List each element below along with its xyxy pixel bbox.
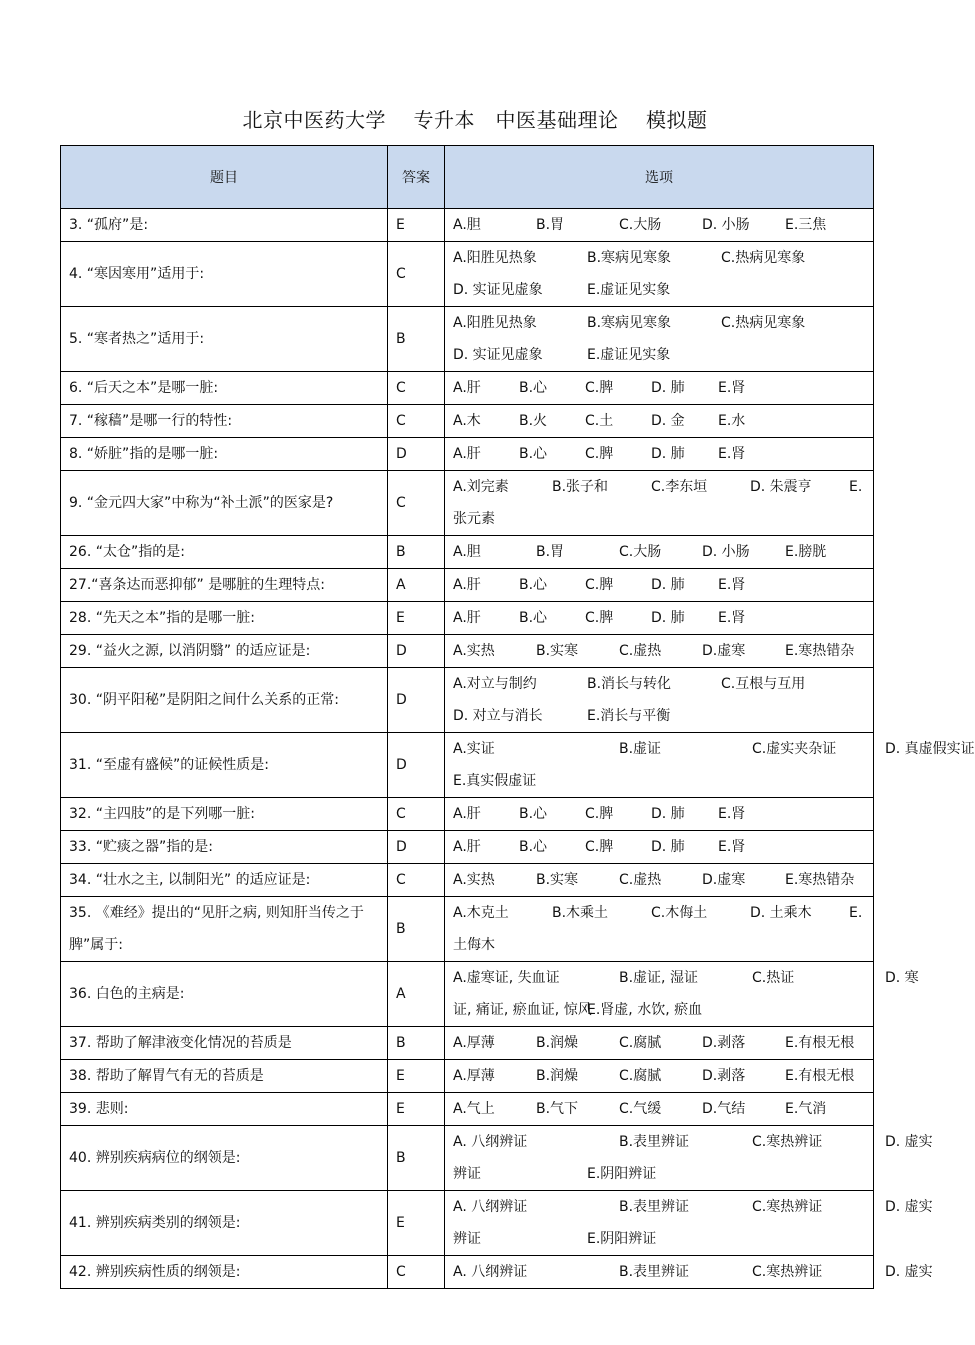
header-question: 题目 [61,146,388,209]
option-line [453,1093,865,1125]
option-line [453,635,865,667]
option-item: D. 小肠 [702,544,750,560]
option-item: B.心 [519,577,548,593]
option-item: D. 寒 [885,970,919,986]
answer-cell: A [388,569,445,602]
option-item: E.阴阳辨证 [587,1166,657,1182]
option-item: D. 肺 [651,577,685,593]
question-cell: 30. “阴平阳秘”是阴阳之间什么关系的正常: [61,668,388,733]
table-row [61,1256,874,1289]
options-cell [445,307,874,372]
option-item: C.大肠 [619,217,662,233]
option-item: E.有根无根 [785,1068,855,1084]
options-cell [445,536,874,569]
question-cell: 8. “娇脏”指的是哪一脏: [61,438,388,471]
option-item: D.气结 [702,1101,746,1117]
option-item: E.真实假虚证 [453,773,537,789]
option-item: A. 八纲辨证 [453,1199,528,1215]
question-cell: 26. “太仓”指的是: [61,536,388,569]
option-line [453,503,865,535]
option-item: B.表里辨证 [619,1199,690,1215]
option-item: B.木乘土 [552,905,609,921]
option-item: A.厚薄 [453,1035,495,1051]
question-cell: 29. “益火之源, 以消阴翳” 的适应证是: [61,635,388,668]
answer-cell: C [388,1256,445,1289]
options-cell [445,1060,874,1093]
option-item: A.阳胜见热象 [453,315,537,331]
option-line [453,831,865,863]
options-cell [445,1256,933,1289]
option-line [453,929,865,961]
options-cell [445,962,919,1027]
table-row [61,1126,874,1191]
question-cell: 38. 帮助了解胃气有无的苔质是 [61,1060,388,1093]
option-item: B.气下 [536,1101,579,1117]
options-cell [445,242,874,307]
option-item: C.大肠 [619,544,662,560]
option-item: C.气缓 [619,1101,662,1117]
table-row [61,569,874,602]
option-item: D. 肺 [651,380,685,396]
option-line [453,209,865,241]
answer-cell: C [388,798,445,831]
options-cell [445,569,874,602]
answer-cell: B [388,1126,445,1191]
option-line [453,668,865,700]
option-line [453,1223,865,1255]
option-item: A.肝 [453,839,481,855]
option-item: A.肝 [453,380,481,396]
answer-cell: C [388,372,445,405]
answer-cell: D [388,733,445,798]
question-cell: 33. “贮痰之器”指的是: [61,831,388,864]
options-cell [445,209,874,242]
option-item: A.实热 [453,872,495,888]
answer-cell: C [388,864,445,897]
table-row [61,471,874,536]
option-item: 辨证 [453,1166,481,1182]
option-item: E.膀胱 [785,544,827,560]
option-line [453,438,865,470]
option-item: C.脾 [585,806,614,822]
option-item: C.寒热辨证 [752,1264,823,1280]
option-line [453,1191,933,1223]
option-item: D.剥落 [702,1035,746,1051]
table-header-row [61,146,874,209]
table-row [61,864,874,897]
option-item: C.热证 [752,970,795,986]
option-item: E.肾 [718,446,746,462]
option-line [453,242,865,274]
option-item: C.寒热辨证 [752,1199,823,1215]
question-cell: 40. 辨别疾病病位的纲领是: [61,1126,388,1191]
option-item: B.实寒 [536,643,579,659]
option-item: A.刘完素 [453,479,509,495]
table-row [61,798,874,831]
table-row [61,635,874,668]
option-item: E.气消 [785,1101,827,1117]
option-line [453,1256,933,1288]
option-item: B.心 [519,806,548,822]
option-item: C.脾 [585,446,614,462]
option-item: C.脾 [585,839,614,855]
table-row [61,242,874,307]
option-item: A.阳胜见热象 [453,250,537,266]
option-item: B.心 [519,839,548,855]
answer-cell: E [388,1093,445,1126]
option-item: E.虚证见实象 [587,347,671,363]
question-cell: 39. 悲则: [61,1093,388,1126]
option-item: E.阴阳辨证 [587,1231,657,1247]
option-item: E.虚证见实象 [587,282,671,298]
option-item: E.消长与平衡 [587,708,671,724]
options-cell [445,438,874,471]
option-item: D.虚寒 [702,872,746,888]
option-item: B.胃 [536,217,565,233]
option-line [453,536,865,568]
option-item: B.心 [519,446,548,462]
option-item: C.脾 [585,577,614,593]
answer-cell: B [388,897,445,962]
option-line [453,700,865,732]
option-item: E.水 [718,413,746,429]
options-cell [445,668,874,733]
option-item: A.肝 [453,806,481,822]
options-cell [445,635,874,668]
option-item: A.肝 [453,446,481,462]
option-item: D. 肺 [651,446,685,462]
table-row [61,405,874,438]
table-row [61,209,874,242]
table-body [61,209,975,1289]
option-item: D. 实证见虚象 [453,282,543,298]
option-item: A.胆 [453,217,481,233]
option-item: E.寒热错杂 [785,872,855,888]
answer-cell: E [388,1060,445,1093]
option-item: A.实证 [453,741,495,757]
option-item: A.实热 [453,643,495,659]
question-cell: 3. “孤府”是: [61,209,388,242]
option-item: A.虚寒证, 失血证 [453,970,560,986]
option-item: E. [849,905,863,921]
table-row [61,602,874,635]
option-item: E.肾 [718,839,746,855]
option-line [453,765,865,797]
answer-cell: A [388,962,445,1027]
options-cell [445,864,874,897]
option-line [453,1158,865,1190]
question-cell: 9. “金元四大家”中称为“补土派”的医家是? [61,471,388,536]
question-cell: 36. 白色的主病是: [61,962,388,1027]
option-line [453,897,865,929]
option-item: D. 虚实 [885,1134,933,1150]
option-line [453,994,865,1026]
option-item: E.肾 [718,610,746,626]
header-answer: 答案 [388,146,445,209]
option-item: C.腐腻 [619,1035,662,1051]
table-row [61,962,874,1027]
option-item: B.润燥 [536,1068,579,1084]
table-row [61,1060,874,1093]
answer-cell: C [388,242,445,307]
option-item: D. 小肠 [702,217,750,233]
option-item: D.剥落 [702,1068,746,1084]
option-item: A.厚薄 [453,1068,495,1084]
options-cell [445,831,874,864]
question-table [60,145,975,1289]
option-item: C.脾 [585,380,614,396]
option-item: B.胃 [536,544,565,560]
question-cell: 34. “壮水之主, 以制阳光” 的适应证是: [61,864,388,897]
option-item: 张元素 [453,511,495,527]
option-item: B.表里辨证 [619,1134,690,1150]
option-line [453,1027,865,1059]
option-item: E. [849,479,863,495]
option-item: A.肝 [453,577,481,593]
answer-cell: E [388,602,445,635]
option-item: E.有根无根 [785,1035,855,1051]
option-item: D. 金 [651,413,685,429]
option-item: B.虚证 [619,741,662,757]
table-row [61,438,874,471]
table-row [61,372,874,405]
options-cell [445,1027,874,1060]
option-item: D. 朱震亨 [750,479,812,495]
option-item: D. 虚实 [885,1199,933,1215]
header-options: 选项 [445,146,874,209]
question-cell: 31. “至虚有盛候”的证候性质是: [61,733,388,798]
table-row [61,831,874,864]
answer-cell: B [388,536,445,569]
option-item: A.肝 [453,610,481,626]
option-item: B.火 [519,413,548,429]
table-row [61,897,874,962]
option-item: B.虚证, 湿证 [619,970,698,986]
option-item: E.肾虚, 水饮, 瘀血 [587,1002,703,1018]
option-item: C.虚实夹杂证 [752,741,837,757]
answer-cell: D [388,831,445,864]
option-item: B.心 [519,380,548,396]
option-line [453,339,865,371]
option-line [453,405,865,437]
option-item: D. 虚实 [885,1264,933,1280]
option-item: C.互根与互用 [721,676,806,692]
option-item: E.三焦 [785,217,827,233]
question-cell: 41. 辨别疾病类别的纲领是: [61,1191,388,1256]
option-item: A. 八纲辨证 [453,1134,528,1150]
option-line [453,864,865,896]
question-cell: 28. “先天之本”指的是哪一脏: [61,602,388,635]
option-item: 证, 痛证, 瘀血证, 惊风 [453,1002,592,1018]
option-item: D. 对立与消长 [453,708,543,724]
option-item: A.木 [453,413,481,429]
question-cell: 27.“喜条达而恶抑郁” 是哪脏的生理特点: [61,569,388,602]
options-cell [445,733,975,798]
option-item: D. 土乘木 [750,905,812,921]
answer-cell: D [388,635,445,668]
page-title: 北京中医药大学 专升本 中医基础理论 模拟题 [242,108,708,132]
options-cell [445,798,874,831]
option-item: D. 真虚假实证 [885,741,975,757]
options-cell [445,1093,874,1126]
answer-cell: B [388,307,445,372]
option-item: D.虚寒 [702,643,746,659]
table-row [61,1093,874,1126]
option-item: D. 实证见虚象 [453,347,543,363]
option-item: C.热病见寒象 [721,250,806,266]
question-cell: 32. “主四肢”的是下列哪一脏: [61,798,388,831]
answer-cell: D [388,668,445,733]
option-item: C.虚热 [619,643,662,659]
question-cell: 6. “后天之本”是哪一脏: [61,372,388,405]
option-item: A.胆 [453,544,481,560]
option-line [453,798,865,830]
question-cell: 37. 帮助了解津液变化情况的苔质是 [61,1027,388,1060]
option-item: C.李东垣 [651,479,708,495]
options-cell [445,1126,933,1191]
option-line [453,602,865,634]
option-line [453,962,919,994]
option-item: B.消长与转化 [587,676,672,692]
options-cell [445,1191,933,1256]
option-line [453,569,865,601]
option-item: A.木克土 [453,905,509,921]
option-item: B.寒病见寒象 [587,250,672,266]
option-item: B.表里辨证 [619,1264,690,1280]
answer-cell: D [388,438,445,471]
option-item: D. 肺 [651,806,685,822]
answer-cell: C [388,471,445,536]
table-row [61,733,874,798]
option-item: C.脾 [585,610,614,626]
option-line [453,1126,933,1158]
option-item: E.肾 [718,806,746,822]
option-line [453,274,865,306]
table-row [61,1027,874,1060]
question-cell: 4. “寒因寒用”适用于: [61,242,388,307]
option-item: A. 八纲辨证 [453,1264,528,1280]
option-item: C.腐腻 [619,1068,662,1084]
options-cell [445,602,874,635]
option-item: 辨证 [453,1231,481,1247]
option-item: E.寒热错杂 [785,643,855,659]
table-row [61,1191,874,1256]
option-item: B.润燥 [536,1035,579,1051]
option-item: C.木侮土 [651,905,708,921]
answer-cell: E [388,209,445,242]
option-item: B.张子和 [552,479,609,495]
question-cell: 35. 《难经》提出的“见肝之病, 则知肝当传之于脾”属于: [61,897,388,962]
options-cell [445,897,874,962]
option-item: C.土 [585,413,614,429]
question-cell: 42. 辨别疾病性质的纲领是: [61,1256,388,1289]
options-cell [445,471,874,536]
option-item: 土侮木 [453,937,495,953]
option-item: A.气上 [453,1101,495,1117]
option-line [453,372,865,404]
option-item: E.肾 [718,577,746,593]
option-item: C.寒热辨证 [752,1134,823,1150]
answer-cell: C [388,405,445,438]
table-row [61,307,874,372]
option-item: D. 肺 [651,610,685,626]
table-row [61,536,874,569]
answer-cell: E [388,1191,445,1256]
option-item: B.实寒 [536,872,579,888]
options-cell [445,405,874,438]
option-item: A.对立与制约 [453,676,537,692]
option-line [453,1060,865,1092]
table-row [61,668,874,733]
option-line [453,471,865,503]
question-cell: 5. “寒者热之”适用于: [61,307,388,372]
question-cell: 7. “稼穑”是哪一行的特性: [61,405,388,438]
option-item: C.热病见寒象 [721,315,806,331]
option-item: D. 肺 [651,839,685,855]
option-item: B.心 [519,610,548,626]
answer-cell: B [388,1027,445,1060]
option-line [453,307,865,339]
options-cell [445,372,874,405]
option-line [453,733,975,765]
option-item: E.肾 [718,380,746,396]
option-item: C.虚热 [619,872,662,888]
option-item: B.寒病见寒象 [587,315,672,331]
